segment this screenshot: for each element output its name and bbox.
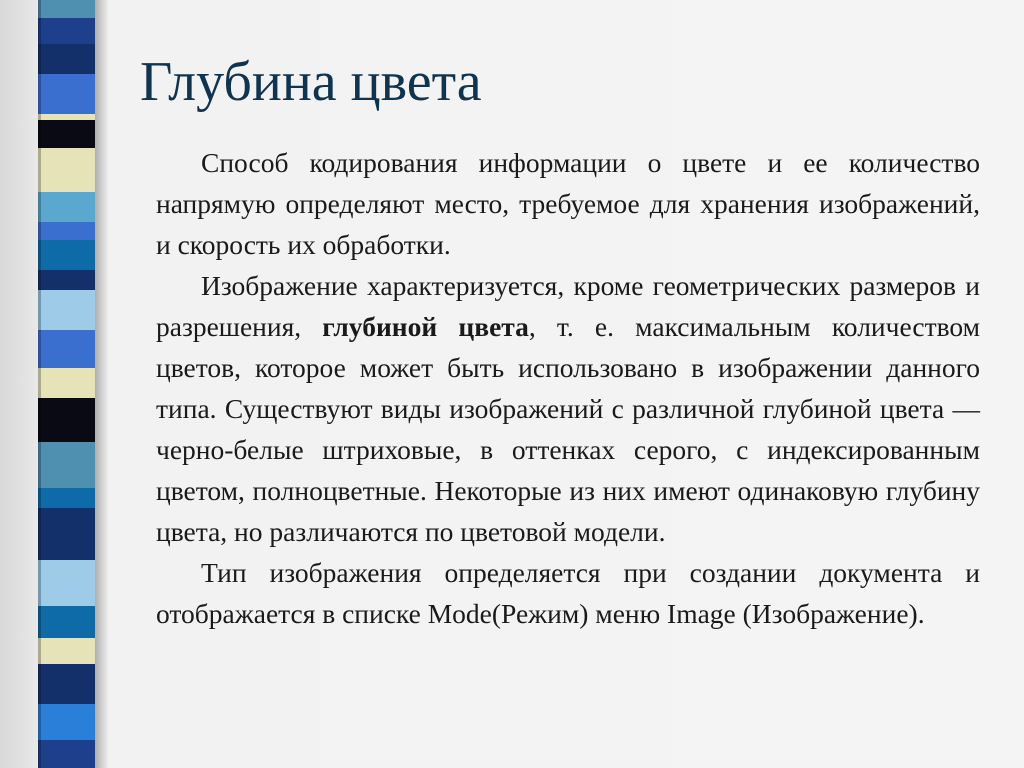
stripe-band: [38, 330, 95, 368]
slide-body: [156, 142, 980, 634]
stripe-band: [38, 488, 95, 508]
stripe-edge: [38, 0, 41, 768]
paragraph-2-end: , т. е. максимальным количеством цветов, которое может быть использовано в изображении данного типа. Существуют виды изображений с различной глубиной цвета — черно-белые штриховые, в оттенках серого, с индексированным цветом, полноцветные. Некоторые из них имеют одинаковую глубину цвета, но различаются по цветовой модели.: [156, 311, 981, 547]
stripe-band: [38, 664, 95, 704]
stripe-band: [38, 270, 95, 290]
stripe-band: [38, 508, 95, 560]
stripe-band: [38, 192, 95, 222]
paragraph-3: [156, 552, 980, 634]
stripe-band: [38, 148, 95, 192]
stripe-band: [38, 606, 95, 638]
stripe-band: [38, 18, 95, 44]
stripe-band: [38, 368, 95, 398]
stripe-band: [38, 398, 95, 442]
stripe-band: [38, 44, 95, 74]
stripe-band: [38, 222, 95, 240]
paragraph-2-start: Изображение характеризуется, кроме геометрических размеров и разрешения,: [156, 270, 980, 342]
paragraph-1-text: Способ кодирования информации о цвете и ее количество напрямую определяют место, требуемое для хранения изображений, и скорость их обработки.: [156, 147, 980, 260]
stripe-band: [38, 120, 95, 148]
decorative-stripe: [38, 0, 95, 768]
stripe-band: [38, 290, 95, 330]
stripe-band: [38, 560, 95, 606]
slide-title: Глубина цвета: [140, 51, 482, 113]
stripe-band: [38, 704, 95, 740]
stripe-band: [38, 442, 95, 488]
paragraph-3-text: Тип изображения определяется при создании документа и отображается в списке Mode(Режим) меню Image (Изображение).: [156, 557, 980, 629]
stripe-band: [38, 74, 95, 114]
paragraph-2: [156, 265, 980, 552]
paragraph-2-bold-term: глубиной цвета: [322, 311, 529, 342]
stripe-band: [38, 638, 95, 664]
stripe-shadow: [95, 0, 109, 768]
paragraph-1: [156, 142, 980, 265]
stripe-band: [38, 740, 95, 768]
stripe-band: [38, 0, 95, 18]
stripe-band: [38, 240, 95, 270]
